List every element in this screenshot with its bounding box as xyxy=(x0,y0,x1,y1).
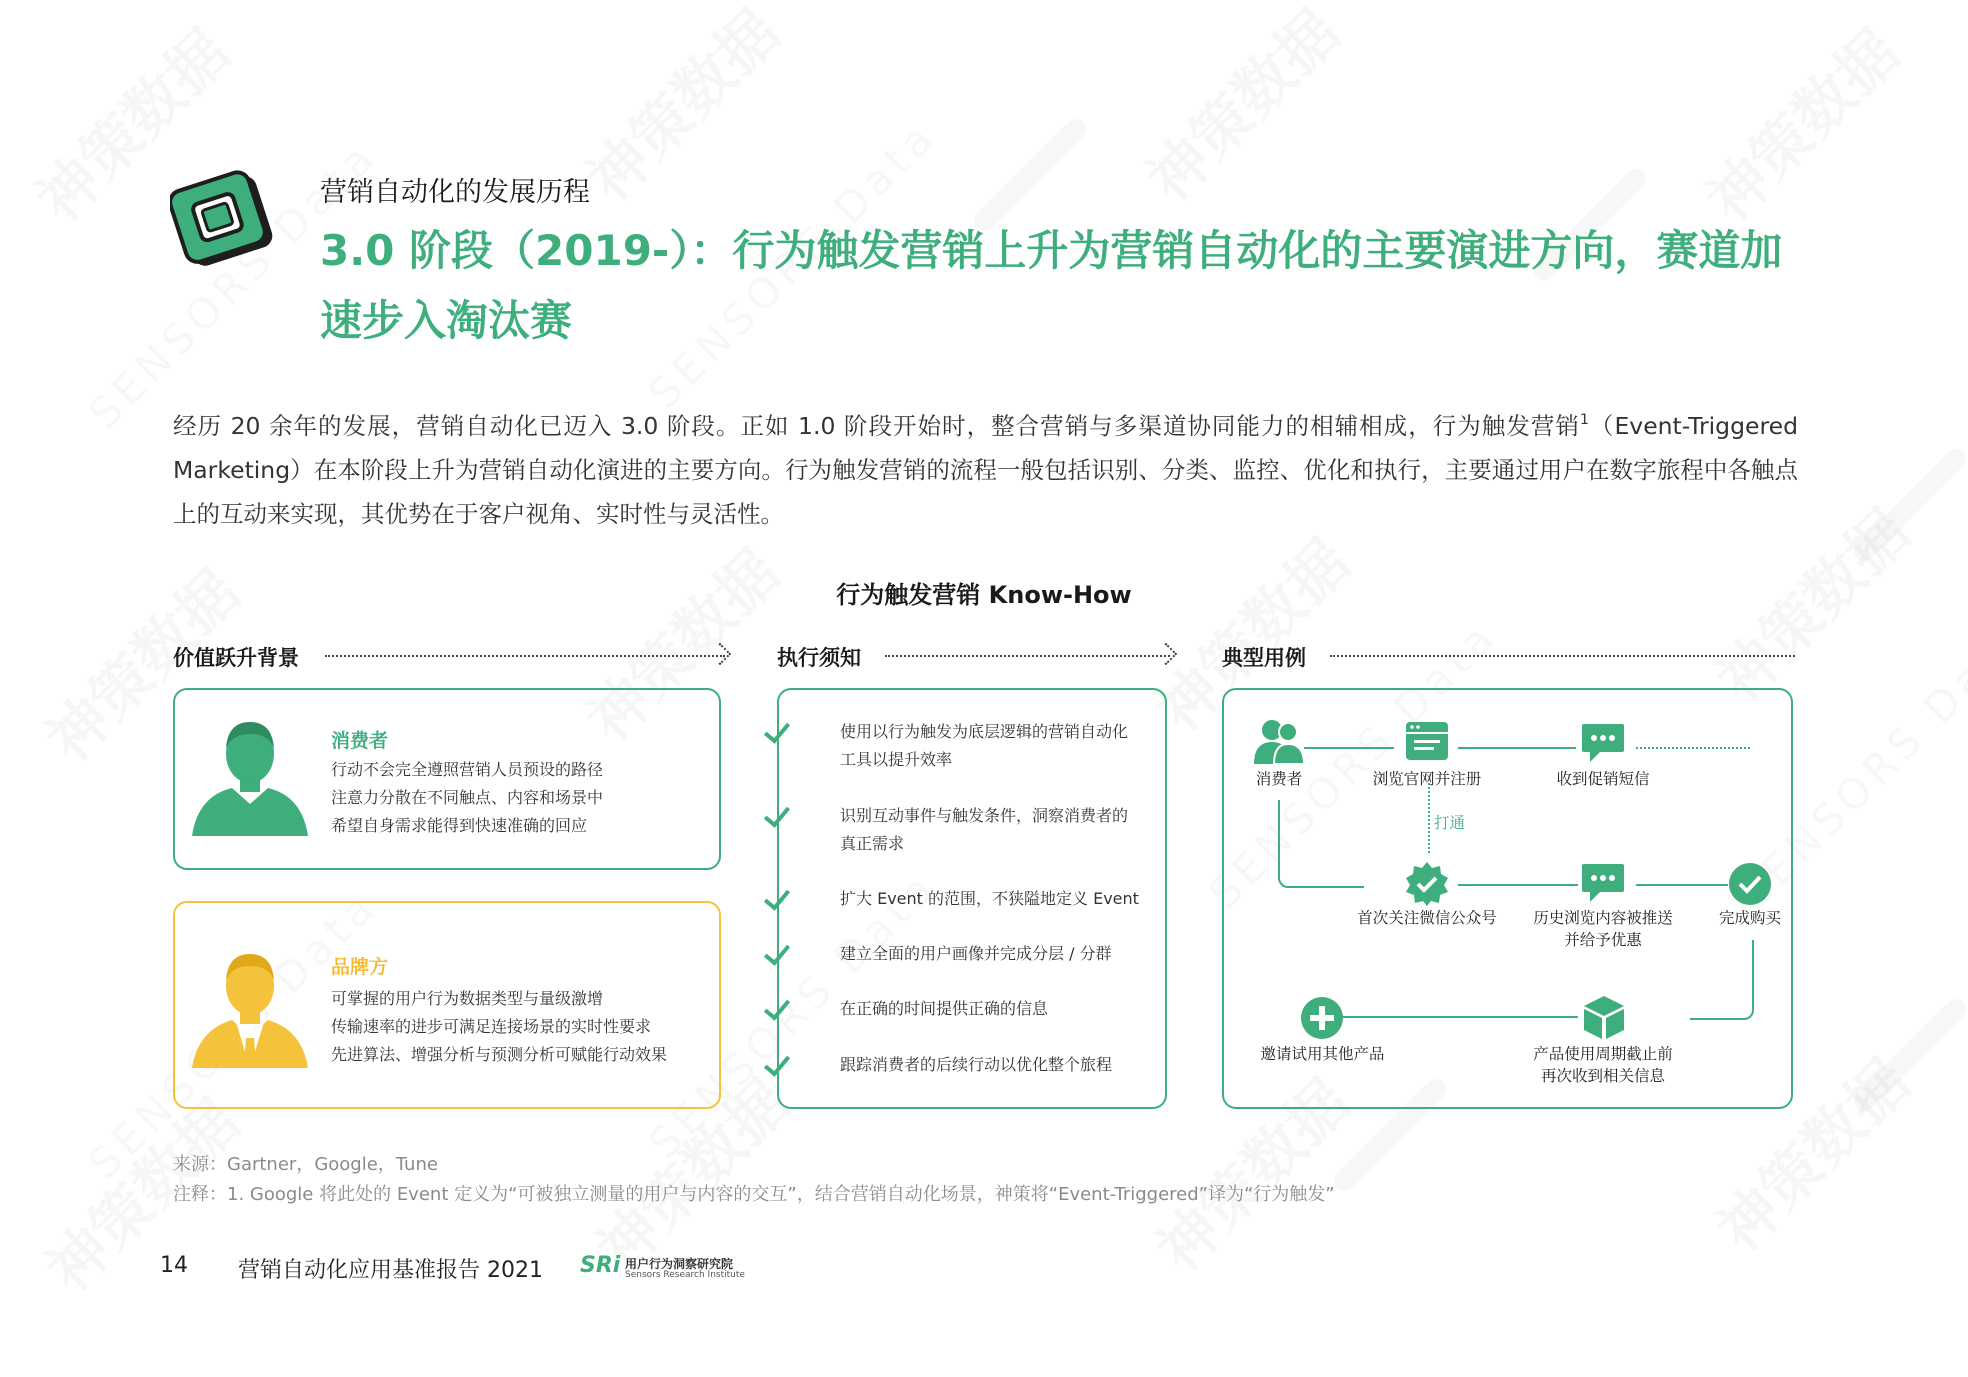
consumer-text xyxy=(331,756,603,840)
verified-badge-icon xyxy=(1404,860,1450,906)
intro-paragraph xyxy=(173,398,1798,536)
flow-line xyxy=(1690,940,1754,1020)
checklist-line: 建立全面的用户画像并完成分层 / 分群 xyxy=(840,944,1112,963)
intro-text-a: 经历 20 余年的发展，营销自动化已迈入 3.0 阶段。正如 1.0 阶段开始时，整合营销与多渠道协同能力的相辅相成，行为触发营销 xyxy=(173,412,1580,440)
flow-line-dotted xyxy=(1636,747,1750,749)
product-box-icon xyxy=(1582,994,1626,1040)
brand-line: 先进算法、增强分析与预测分析可赋能行动效果 xyxy=(331,1045,668,1064)
checklist-item xyxy=(800,1051,1150,1079)
consumer-line: 行动不会完全遵照营销人员预设的路径 xyxy=(331,760,604,779)
flow-line-dotted xyxy=(1428,783,1430,853)
sri-logo-en: Sensors Research Institute xyxy=(625,1270,745,1280)
diagram-title: 行为触发营销 Know-How xyxy=(836,581,1132,609)
chat-message-icon xyxy=(1580,862,1626,904)
brand-line: 传输速率的进步可满足连接场景的实时性要求 xyxy=(331,1017,652,1036)
chat-message-icon xyxy=(1580,722,1626,764)
checklist-line: 扩大 Event 的范围，不狭隘地定义 Event xyxy=(840,889,1139,908)
sri-logo-cn: 用户行为洞察研究院 xyxy=(625,1257,734,1271)
dotted-divider xyxy=(885,655,1170,657)
flow-label-consumer: 消费者 xyxy=(1255,770,1303,788)
source-note: 来源：Gartner，Google，Tune xyxy=(173,1154,438,1175)
flow-label-cycle xyxy=(1518,1043,1688,1087)
watermark-stripe xyxy=(1850,995,1968,1115)
checklist-line: 跟踪消费者的后续行动以优化整个旅程 xyxy=(840,1055,1113,1074)
checklist-line: 工具以提升效率 xyxy=(840,750,953,769)
checklist-line: 识别互动事件与触发条件，洞察消费者的 xyxy=(840,806,1129,825)
report-logo-icon xyxy=(170,170,280,272)
page-title: 3.0 阶段（2019-）：行为触发营销上升为营销自动化的主要演进方向，赛道加速步入淘汰赛 xyxy=(320,226,1783,345)
flow-label-wechat: 首次关注微信公众号 xyxy=(1357,909,1497,927)
flow-label-line: 产品使用周期截止前 xyxy=(1533,1045,1673,1063)
consumer-name: 消费者 xyxy=(331,730,389,752)
checklist-item xyxy=(800,885,1150,913)
flow-line xyxy=(1342,1016,1578,1018)
checklist-line: 使用以行为触发为底层逻辑的营销自动化 xyxy=(840,722,1129,741)
flow-line xyxy=(1304,747,1394,749)
intro-text-b: （Event-Triggered Marketing）在本阶段上升为营销自动化演进的主要方向。行为触发营销的流程一般包括识别、分类、监控、优化和执行，主要通过用户在数字旅程中各触点上的互动来实现，其优势在于客户视角、实时性与灵活性。 xyxy=(173,412,1798,528)
arrow-right-icon xyxy=(1155,643,1178,666)
footnote-mark: 1 xyxy=(1579,412,1589,428)
dotted-divider xyxy=(325,655,725,657)
checklist-item xyxy=(800,940,1150,968)
watermark-text xyxy=(565,0,796,218)
consumer-line: 注意力分散在不同触点、内容和场景中 xyxy=(331,788,604,807)
watermark-stripe xyxy=(1850,445,1968,565)
consumer-avatar-icon xyxy=(190,718,310,836)
sri-logo-mark: SRi xyxy=(580,1253,621,1278)
report-title: 营销自动化应用基准报告 2021 xyxy=(238,1258,543,1283)
flow-line xyxy=(1278,800,1364,888)
brand-line: 可掌握的用户行为数据类型与量级激增 xyxy=(331,989,604,1008)
section-execution-heading: 执行须知 xyxy=(777,646,861,670)
brand-text xyxy=(331,985,667,1069)
checklist-line: 真正需求 xyxy=(840,834,905,853)
flow-label-browse: 浏览官网并注册 xyxy=(1372,770,1482,788)
checklist-line: 在正确的时间提供正确的信息 xyxy=(840,999,1049,1018)
flow-label-push xyxy=(1518,907,1688,951)
flow-label-purchase: 完成购买 xyxy=(1718,909,1781,927)
section-subtitle: 营销自动化的发展历程 xyxy=(320,177,590,208)
flow-label-sms: 收到促销短信 xyxy=(1556,770,1650,788)
brand-name: 品牌方 xyxy=(331,956,389,978)
flow-line xyxy=(1458,747,1576,749)
checklist-item xyxy=(800,995,1150,1023)
flow-label-invite: 邀请试用其他产品 xyxy=(1260,1045,1385,1063)
footnote: 注释：1. Google 将此处的 Event 定义为“可被独立测量的用户与内容的交互”，结合营销自动化场景，神策将“Event-Triggered”译为“行为触发” xyxy=(173,1184,1335,1205)
complete-check-icon xyxy=(1728,862,1772,906)
flow-line xyxy=(1636,884,1728,886)
flow-label-line: 再次收到相关信息 xyxy=(1540,1067,1665,1085)
arrow-right-icon xyxy=(709,643,732,666)
section-cases-heading: 典型用例 xyxy=(1222,646,1306,670)
watermark-text xyxy=(1685,8,1916,239)
consumer-group-icon xyxy=(1252,718,1306,764)
flow-label-line: 历史浏览内容被推送 xyxy=(1533,909,1673,927)
flow-line xyxy=(1458,884,1578,886)
brand-avatar-icon xyxy=(190,950,310,1068)
section-value-heading: 价值跃升背景 xyxy=(173,646,299,670)
flow-label-line: 并给予优惠 xyxy=(1564,931,1642,949)
watermark-text xyxy=(1125,0,1356,218)
checklist-item xyxy=(800,718,1150,774)
browser-window-icon xyxy=(1404,720,1450,762)
checklist-item xyxy=(800,802,1150,858)
flow-label-connect: 打通 xyxy=(1434,814,1466,832)
consumer-line: 希望自身需求能得到快速准确的回应 xyxy=(331,816,588,835)
add-plus-icon xyxy=(1300,996,1344,1040)
page-number: 14 xyxy=(160,1253,188,1278)
dotted-divider xyxy=(1330,655,1795,657)
